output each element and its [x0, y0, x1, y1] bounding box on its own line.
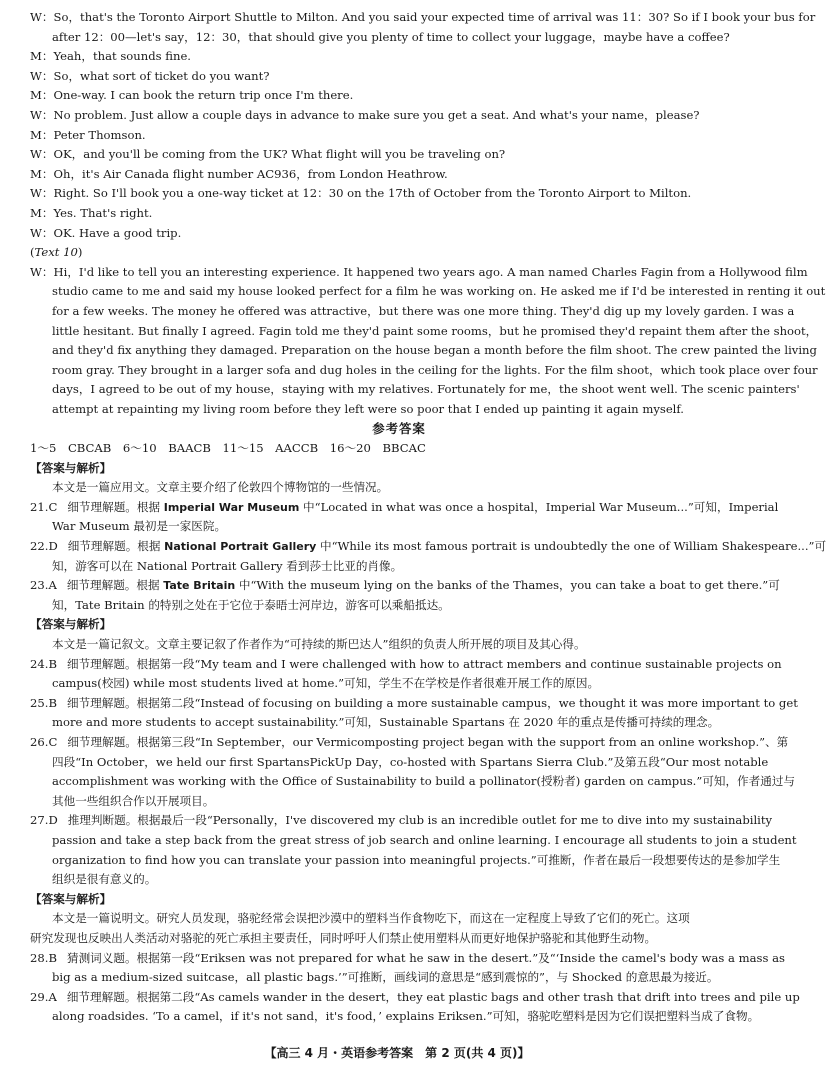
monologue-line: [30, 380, 800, 400]
question-number: 22.D: [30, 539, 58, 554]
monologue-line: [30, 322, 818, 342]
explanation-text: big as a medium-sized suitcase，all plastic bags.’”可推断，画线词的意思是“感到震惊的”，与 Shocked 的意思最为接近。: [52, 970, 719, 985]
monologue-line: [30, 263, 808, 283]
explanation-text: 细节理解题。根据第二段“Instead of focusing on building a more sustainable campus，we thought it was more important to get: [66, 695, 798, 710]
explanation-text: passion and take a step back from the great stress of job search and online learning. I encourage all students to join a student: [52, 832, 797, 847]
monologue-text: attempt at repainting my living room before they left were so poor that I ended up painting it again myself.: [52, 401, 684, 416]
section-intro: 本文是一篇应用文。文章主要介绍了伦敦四个博物馆的一些情况。: [52, 480, 389, 495]
question-explanation-line: [30, 949, 785, 969]
dialogue-line: [30, 224, 768, 244]
section-intro: 本文是一篇记叙文。文章主要记叙了作者作为“可持续的斯巴达人”组织的负责人所开展的项目及其心得。: [52, 637, 586, 651]
explanation-text: 细节理解题。根据第二段“As camels wander in the desert，they eat plastic bags and other trash that drift into trees and pile up: [66, 989, 800, 1004]
monologue-line: [30, 361, 818, 381]
explanation-text: 细节理解题。根据 Tate Britain 中“With the museum lying on the banks of the Thames，you can take a boat to get there.”可: [66, 578, 780, 593]
question-number: 25.B: [30, 695, 57, 710]
speaker-label: W：: [30, 264, 54, 279]
dialogue-text: OK，and you'll be coming from the UK? What flight will you be traveling on?: [53, 147, 506, 162]
dialogue-text: after 12：00—let's say，12：30，that should give you plenty of time to collect your luggage，maybe have a coffee?: [52, 29, 730, 44]
speaker-label: W：: [30, 225, 54, 240]
monologue-line: [30, 282, 826, 302]
text-10-label: Text 10: [34, 245, 78, 260]
question-number: 28.B: [30, 950, 57, 965]
dialogue-line: [30, 106, 768, 126]
dialogue-text: Yes. That's right.: [53, 205, 153, 220]
dialogue-text: So，what sort of ticket do you want?: [53, 68, 270, 83]
explanation-text: War Museum 最初是一家医院。: [52, 519, 227, 534]
explanation-text: along roadsides. ‘To a camel，if it's not sand，it's food，’ explains Eriksen.”可知，骆驼吃塑料是因为它们误把塑料当成了食物。: [52, 1009, 760, 1024]
monologue-text: Hi，I'd like to tell you an interesting experience. It happened two years ago. A man named Charles Fagin from a Hollywood film: [53, 264, 808, 279]
answer-key: 1～5 CBCAB 6～10 BAACB 11～15 AACCB 16～20 BBCAC: [30, 441, 426, 456]
question-explanation-line: [30, 811, 773, 831]
speaker-label: M：: [30, 88, 54, 103]
question-number: 21.C: [30, 499, 58, 514]
source-name: National Portrait Gallery: [164, 540, 317, 554]
page-footer: 【高三 4 月・英语参考答案 第 2 页(共 4 页)】: [264, 1046, 530, 1060]
question-explanation-line: [30, 596, 768, 616]
question-explanation-line: [30, 968, 768, 988]
question-explanation-line: [30, 870, 768, 890]
question-explanation-line: [30, 674, 768, 694]
analysis-heading: 【答案与解析】: [30, 617, 112, 632]
source-name: Tate Britain: [163, 579, 236, 593]
dialogue-line: [30, 184, 768, 204]
question-explanation-line: [30, 713, 768, 733]
analysis-sections: [30, 459, 826, 1027]
question-explanation-line: [30, 517, 768, 537]
explanation-text: organization to find how you can translate your passion into meaningful projects.”可推断，作者在最后一段想要传达的是参加学生: [52, 852, 781, 867]
explanation-text: 细节理解题。根据 Imperial War Museum 中“Located in what was once a hospital，Imperial War Museum...”可知，Imperial: [67, 499, 779, 514]
monologue-line: [30, 400, 768, 420]
dialogue-text: So，that's the Toronto Airport Shuttle to Milton. And you said your expected time of arrival was 11：30? So if I book your bus for: [53, 10, 816, 24]
monologue-text: for a few weeks. The money he offered was attractive，but there was one more thing. They'd dig up my lovely garden. I was a: [52, 303, 795, 318]
dialogue-text: Yeah，that sounds fine.: [53, 49, 191, 64]
dialogue-line: [30, 145, 768, 165]
speaker-label: W：: [30, 68, 54, 83]
explanation-text: campus(校园) while most students lived at home.”可知，学生不在学校是作者很难开展工作的原因。: [52, 676, 600, 691]
dialogue-line: [30, 47, 768, 67]
analysis-heading: 【答案与解析】: [30, 891, 112, 906]
dialogue-text: Oh，it's Air Canada flight number AC936，from London Heathrow.: [53, 166, 448, 181]
explanation-text: 猜测词义题。根据第一段“Eriksen was not prepared for what he saw in the desert.”及“‘Inside the camel's body was a mass as: [66, 950, 785, 965]
speaker-label: W：: [30, 186, 54, 201]
question-explanation-line: [30, 1007, 768, 1027]
dialogue-text: No problem. Just allow a couple days in advance to make sure you get a seat. And what's your name，please?: [53, 107, 700, 122]
text-label: (Text 10): [30, 245, 83, 260]
monologue-text: studio came to me and said my house looked perfect for a film he was working on. He asked me if I'd be interested in renting it out: [52, 284, 826, 299]
explanation-text: 细节理解题。根据第一段“My team and I were challenged with how to attract members and continue sustainable projects on: [66, 656, 782, 671]
explanation-text: 细节理解题。根据 National Portrait Gallery 中“While its most famous portrait is undoubtedly the one of William Shakespeare...”可: [67, 539, 826, 554]
question-explanation-line: [30, 772, 796, 792]
question-explanation-line: [30, 733, 789, 753]
speaker-label: M：: [30, 49, 54, 64]
dialogue-text: OK. Have a good trip.: [53, 225, 182, 240]
monologue-line: [30, 302, 795, 322]
dialogue-text: One-way. I can book the return trip once I'm there.: [53, 88, 354, 103]
question-explanation-line: [30, 694, 798, 714]
speaker-label: W：: [30, 147, 54, 162]
answer-title: 参考答案: [372, 421, 426, 437]
listening-dialogue: [30, 8, 816, 243]
dialogue-text: Right. So I'll book you a one-way ticket at 12：30 on the 17th of October from the Toronto Airport to Milton.: [53, 186, 692, 201]
question-explanation-line: [30, 753, 768, 773]
dialogue-line: [30, 8, 816, 28]
dialogue-line: [30, 28, 768, 48]
explanation-text: 四段“In October，we held our first SpartansPickUp Day，co-hosted with Spartans Sierra Club.”及第五段“Our most notable: [52, 754, 769, 769]
explanation-text: 推理判断题。根据最后一段“Personally，I've discovered my club is an incredible outlet for me to dive into my sustainability: [67, 813, 773, 828]
section-intro: 本文是一篇说明文。研究人员发现，骆驼经常会误把沙漠中的塑料当作食物吃下，而这在一定程度上导致了它们的死亡。这项: [52, 911, 690, 926]
explanation-text: accomplishment was working with the Office of Sustainability to build a pollinator(授粉者) garden on campus.”可知，作者通过与: [52, 774, 796, 789]
question-explanation-line: [30, 576, 780, 596]
explanation-text: 知，游客可以在 National Portrait Gallery 看到莎士比亚的肖像。: [52, 558, 403, 573]
analysis-heading: 【答案与解析】: [30, 460, 112, 475]
listening-monologue: [30, 263, 826, 420]
question-explanation-line: [30, 498, 779, 518]
question-explanation-line: [30, 557, 768, 577]
question-number: 26.C: [30, 734, 58, 749]
question-number: 29.A: [30, 989, 57, 1004]
question-explanation-line: [30, 655, 782, 675]
explanation-text: 细节理解题。根据第三段“In September，our Vermicomposting project began with the support from an online workshop.”、第: [67, 734, 789, 749]
monologue-line: [30, 341, 817, 361]
question-explanation-line: [30, 851, 781, 871]
question-explanation-line: [30, 537, 826, 557]
question-number: 27.D: [30, 813, 58, 828]
speaker-label: W：: [30, 10, 54, 24]
explanation-text: 组织是很有意义的。: [52, 872, 157, 887]
explanation-text: 其他一些组织合作以开展项目。: [52, 793, 215, 808]
dialogue-line: [30, 126, 768, 146]
explanation-text: more and more students to accept sustainability.”可知，Sustainable Spartans 在 2020 年的重点是传播可持续的理念。: [52, 715, 720, 730]
monologue-text: little hesitant. But finally I agreed. Fagin told me they'd paint some rooms，but he promised they'd repaint them after the shoot，: [52, 323, 818, 338]
question-explanation-line: [30, 831, 797, 851]
speaker-label: W：: [30, 107, 54, 122]
question-explanation-line: [30, 792, 768, 812]
dialogue-line: [30, 165, 768, 185]
monologue-text: days，I agreed to be out of my house，staying with my relatives. Fortunately for me，the shoot went well. The scenic painters': [52, 382, 800, 397]
dialogue-line: [30, 204, 768, 224]
speaker-label: M：: [30, 205, 54, 220]
speaker-label: M：: [30, 166, 54, 181]
monologue-text: room gray. They brought in a larger sofa and dug holes in the ceiling for the lights. For the film shoot，which took place over four: [52, 362, 818, 377]
dialogue-line: [30, 86, 768, 106]
dialogue-line: [30, 67, 768, 87]
question-explanation-line: [30, 988, 800, 1008]
question-number: 23.A: [30, 578, 57, 593]
dialogue-text: Peter Thomson.: [53, 127, 146, 142]
source-name: Imperial War Museum: [163, 500, 300, 514]
section-intro: 研究发现也反映出人类活动对骆驼的死亡承担主要责任，同时呼吁人们禁止使用塑料从而更好地保护骆驼和其他野生动物。: [30, 930, 657, 945]
monologue-text: and they'd fix anything they damaged. Preparation on the house began a month before the film shoot. The crew painted the living: [52, 343, 817, 358]
speaker-label: M：: [30, 127, 54, 142]
question-number: 24.B: [30, 656, 57, 671]
explanation-text: 知，Tate Britain 的特别之处在于它位于泰晤士河岸边，游客可以乘船抵达。: [52, 597, 450, 612]
